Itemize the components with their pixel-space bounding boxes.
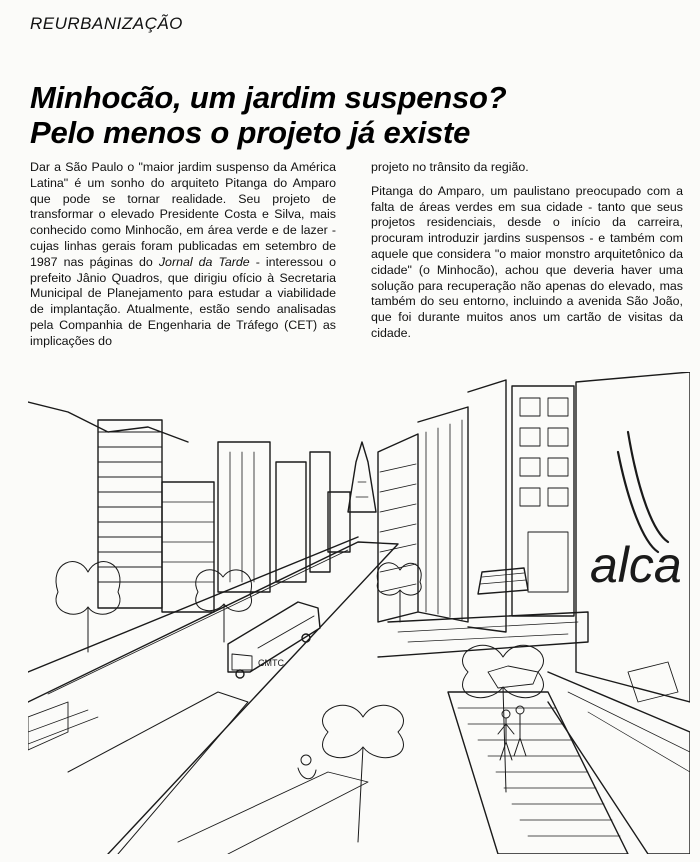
paragraph-text: - interessou o prefeito Jânio Quadros, que dirigiu ofício à Secretaria Municipal de Planejamento para estudar a viabilidade de implantação. Atualmente, estão sendo analisadas pela Companhia de Engenharia de Tráfego (CET) as implicações do	[30, 254, 336, 348]
section-label: REURBANIZAÇÃO	[30, 14, 183, 33]
article-paragraph: Pitanga do Amparo, um paulistano preocupado com a falta de áreas verdes em sua cidade - tanto que seus projetos residenciais, desde o início da carreira, procuram introduzir jardins suspensos - e também com aquele que considera "o maior monstro arquitetônico da cidade" (o Minhocão), achou que deveria haver uma solução para recuperação não apenas do elevado, mas também do seu entorno, incluindo a avenida São João, que foi durante muitos anos um cartão de visitas da cidade.	[371, 183, 683, 340]
article-continuation: projeto no trânsito da região.	[371, 160, 529, 174]
bus-illustration	[228, 602, 320, 678]
billboard-text: alca	[590, 537, 682, 593]
article-paragraph	[30, 160, 336, 350]
bus-label: CMTC	[258, 658, 284, 668]
background-skyline	[28, 402, 376, 612]
headline-line-2: Pelo menos o projeto já existe	[30, 115, 471, 150]
headline-line-1: Minhocão, um jardim suspenso?	[30, 80, 507, 115]
article-column-right	[371, 160, 683, 348]
paragraph-text: Dar a São Paulo o "maior jardim suspenso da América Latina" é um sonho do arquiteto Pitanga do Amparo que pode se tornar realidade. Seu projeto de transformar o elevado Presidente Costa e Silva, mais conhecido como Minhocão, em área verde e de lazer - cujas linhas gerais foram publicadas em setembro de 1987 nas páginas do	[30, 160, 336, 269]
pedestrians	[298, 706, 526, 779]
architectural-sketch	[28, 372, 690, 854]
elevated-roadway	[28, 537, 398, 854]
newspaper-title: Jornal da Tarde	[158, 254, 250, 269]
headline	[30, 80, 690, 150]
right-ramp	[548, 662, 690, 854]
article-column-left	[30, 160, 336, 356]
right-buildings	[378, 372, 690, 702]
